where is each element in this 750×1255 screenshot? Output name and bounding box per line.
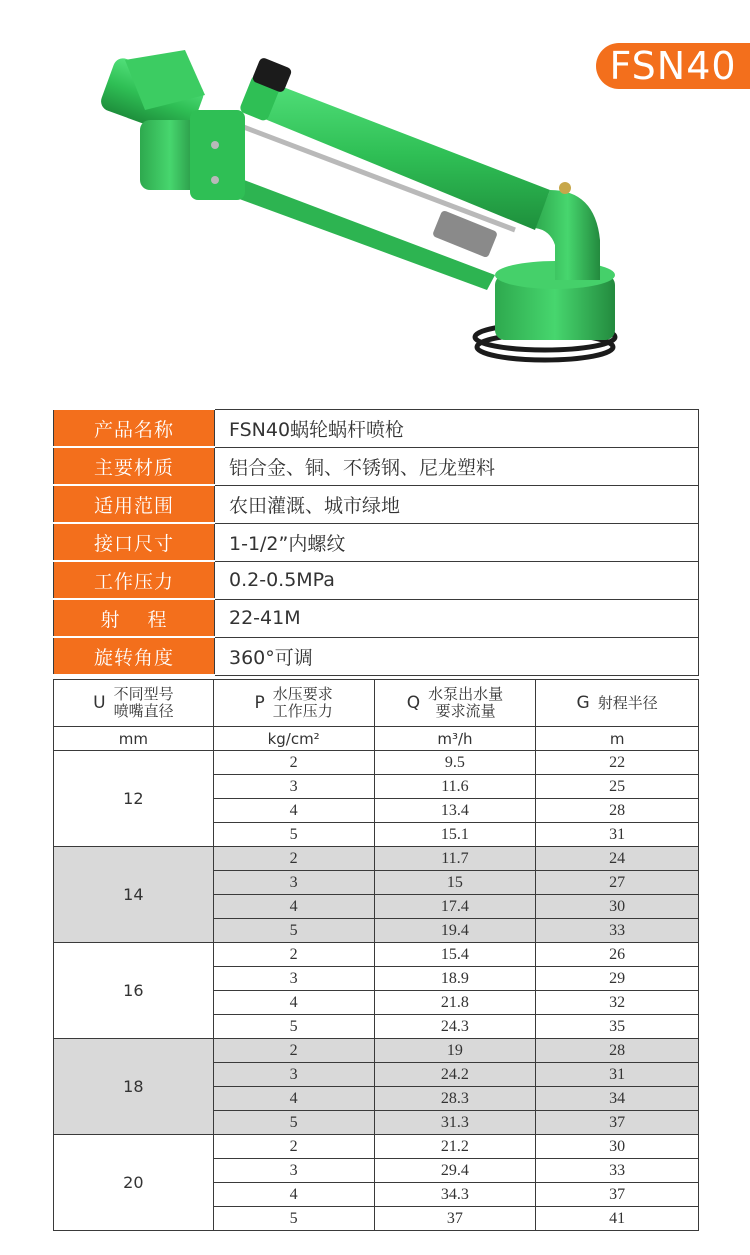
perf-unit-cell: kg/cm² [213,727,374,751]
perf-unit-cell: m³/h [374,727,536,751]
perf-unit-cell: mm [54,727,214,751]
pressure-cell: 4 [213,991,374,1015]
spec-label: 射 程 [54,599,215,637]
pressure-cell: 3 [213,1063,374,1087]
nozzle-diameter-cell: 14 [54,847,214,943]
perf-header-line2: 工作压力 [272,702,333,720]
table-row [54,847,699,871]
spec-row [54,447,699,485]
perf-unit-cell: m [536,727,699,751]
spec-label: 产品名称 [54,409,215,447]
spec-value: 1-1/2”内螺纹 [215,523,699,561]
flow-cell: 17.4 [374,895,536,919]
flow-cell: 15.4 [374,943,536,967]
range-cell: 34 [536,1087,699,1111]
range-cell: 35 [536,1015,699,1039]
pressure-cell: 5 [213,1111,374,1135]
perf-header-line1: 射程半径 [597,693,658,712]
spec-value: FSN40蜗轮蜗杆喷枪 [215,409,699,447]
pressure-cell: 3 [213,1159,374,1183]
perf-header-letter: P [254,692,265,713]
pressure-cell: 5 [213,1207,374,1231]
range-cell: 28 [536,799,699,823]
flow-cell: 15.1 [374,823,536,847]
pressure-cell: 3 [213,871,374,895]
spec-table [53,408,699,676]
range-cell: 30 [536,1135,699,1159]
flow-cell: 34.3 [374,1183,536,1207]
perf-header-line1: 不同型号 [113,685,174,703]
flow-cell: 11.6 [374,775,536,799]
spec-row [54,599,699,637]
range-cell: 29 [536,967,699,991]
table-row [54,1135,699,1159]
spec-row [54,523,699,561]
pressure-cell: 4 [213,1087,374,1111]
perf-header-line2: 喷嘴直径 [113,702,174,720]
pressure-cell: 3 [213,775,374,799]
pressure-cell: 2 [213,1135,374,1159]
range-cell: 37 [536,1183,699,1207]
nozzle-diameter-cell: 20 [54,1135,214,1231]
nozzle-diameter-cell: 12 [54,751,214,847]
perf-header-line1: 水泵出水量 [428,685,504,703]
flow-cell: 9.5 [374,751,536,775]
spec-value: 360°可调 [215,637,699,675]
flow-cell: 15 [374,871,536,895]
flow-cell: 11.7 [374,847,536,871]
flow-cell: 18.9 [374,967,536,991]
spec-value: 0.2-0.5MPa [215,561,699,599]
range-cell: 33 [536,919,699,943]
spec-value: 农田灌溉、城市绿地 [215,485,699,523]
pressure-cell: 4 [213,895,374,919]
range-cell: 30 [536,895,699,919]
model-badge: FSN40 [596,43,750,89]
pressure-cell: 4 [213,1183,374,1207]
range-cell: 28 [536,1039,699,1063]
pressure-cell: 5 [213,919,374,943]
range-cell: 24 [536,847,699,871]
perf-units-row [54,727,699,751]
flow-cell: 21.8 [374,991,536,1015]
spec-row [54,561,699,599]
perf-header-letter: Q [406,692,421,713]
flow-cell: 28.3 [374,1087,536,1111]
spec-value: 铝合金、铜、不锈钢、尼龙塑料 [215,447,699,485]
flow-cell: 19 [374,1039,536,1063]
range-cell: 31 [536,1063,699,1087]
range-cell: 37 [536,1111,699,1135]
perf-header-letter: U [93,692,106,713]
perf-header-cell [536,680,699,727]
flow-cell: 31.3 [374,1111,536,1135]
pressure-cell: 5 [213,823,374,847]
product-hero [0,0,750,400]
perf-header-line2: 要求流量 [435,702,496,720]
rain-gun-sprinkler-icon [95,40,655,385]
pressure-cell: 4 [213,799,374,823]
flow-cell: 19.4 [374,919,536,943]
nozzle-diameter-cell: 16 [54,943,214,1039]
perf-header-row [54,680,699,727]
table-row [54,1039,699,1063]
range-cell: 41 [536,1207,699,1231]
perf-header-letter: G [576,692,590,713]
table-row [54,751,699,775]
range-cell: 32 [536,991,699,1015]
range-cell: 27 [536,871,699,895]
range-cell: 31 [536,823,699,847]
range-cell: 26 [536,943,699,967]
perf-header-cell [374,680,536,727]
range-cell: 22 [536,751,699,775]
perf-header-cell [54,680,214,727]
spec-row [54,485,699,523]
flow-cell: 21.2 [374,1135,536,1159]
range-cell: 25 [536,775,699,799]
range-cell: 33 [536,1159,699,1183]
spec-label: 主要材质 [54,447,215,485]
flow-cell: 13.4 [374,799,536,823]
pressure-cell: 2 [213,1039,374,1063]
nozzle-diameter-cell: 18 [54,1039,214,1135]
perf-header-cell [213,680,374,727]
spec-label: 旋转角度 [54,637,215,675]
flow-cell: 37 [374,1207,536,1231]
spec-label: 适用范围 [54,485,215,523]
flow-cell: 29.4 [374,1159,536,1183]
pressure-cell: 2 [213,847,374,871]
flow-cell: 24.3 [374,1015,536,1039]
flow-cell: 24.2 [374,1063,536,1087]
spec-row [54,409,699,447]
table-row [54,943,699,967]
spec-label: 工作压力 [54,561,215,599]
pressure-cell: 2 [213,943,374,967]
pressure-cell: 2 [213,751,374,775]
performance-table [53,679,699,1231]
perf-header-line1: 水压要求 [272,685,333,703]
pressure-cell: 5 [213,1015,374,1039]
spec-label: 接口尺寸 [54,523,215,561]
pressure-cell: 3 [213,967,374,991]
spec-row [54,637,699,675]
spec-value: 22-41M [215,599,699,637]
